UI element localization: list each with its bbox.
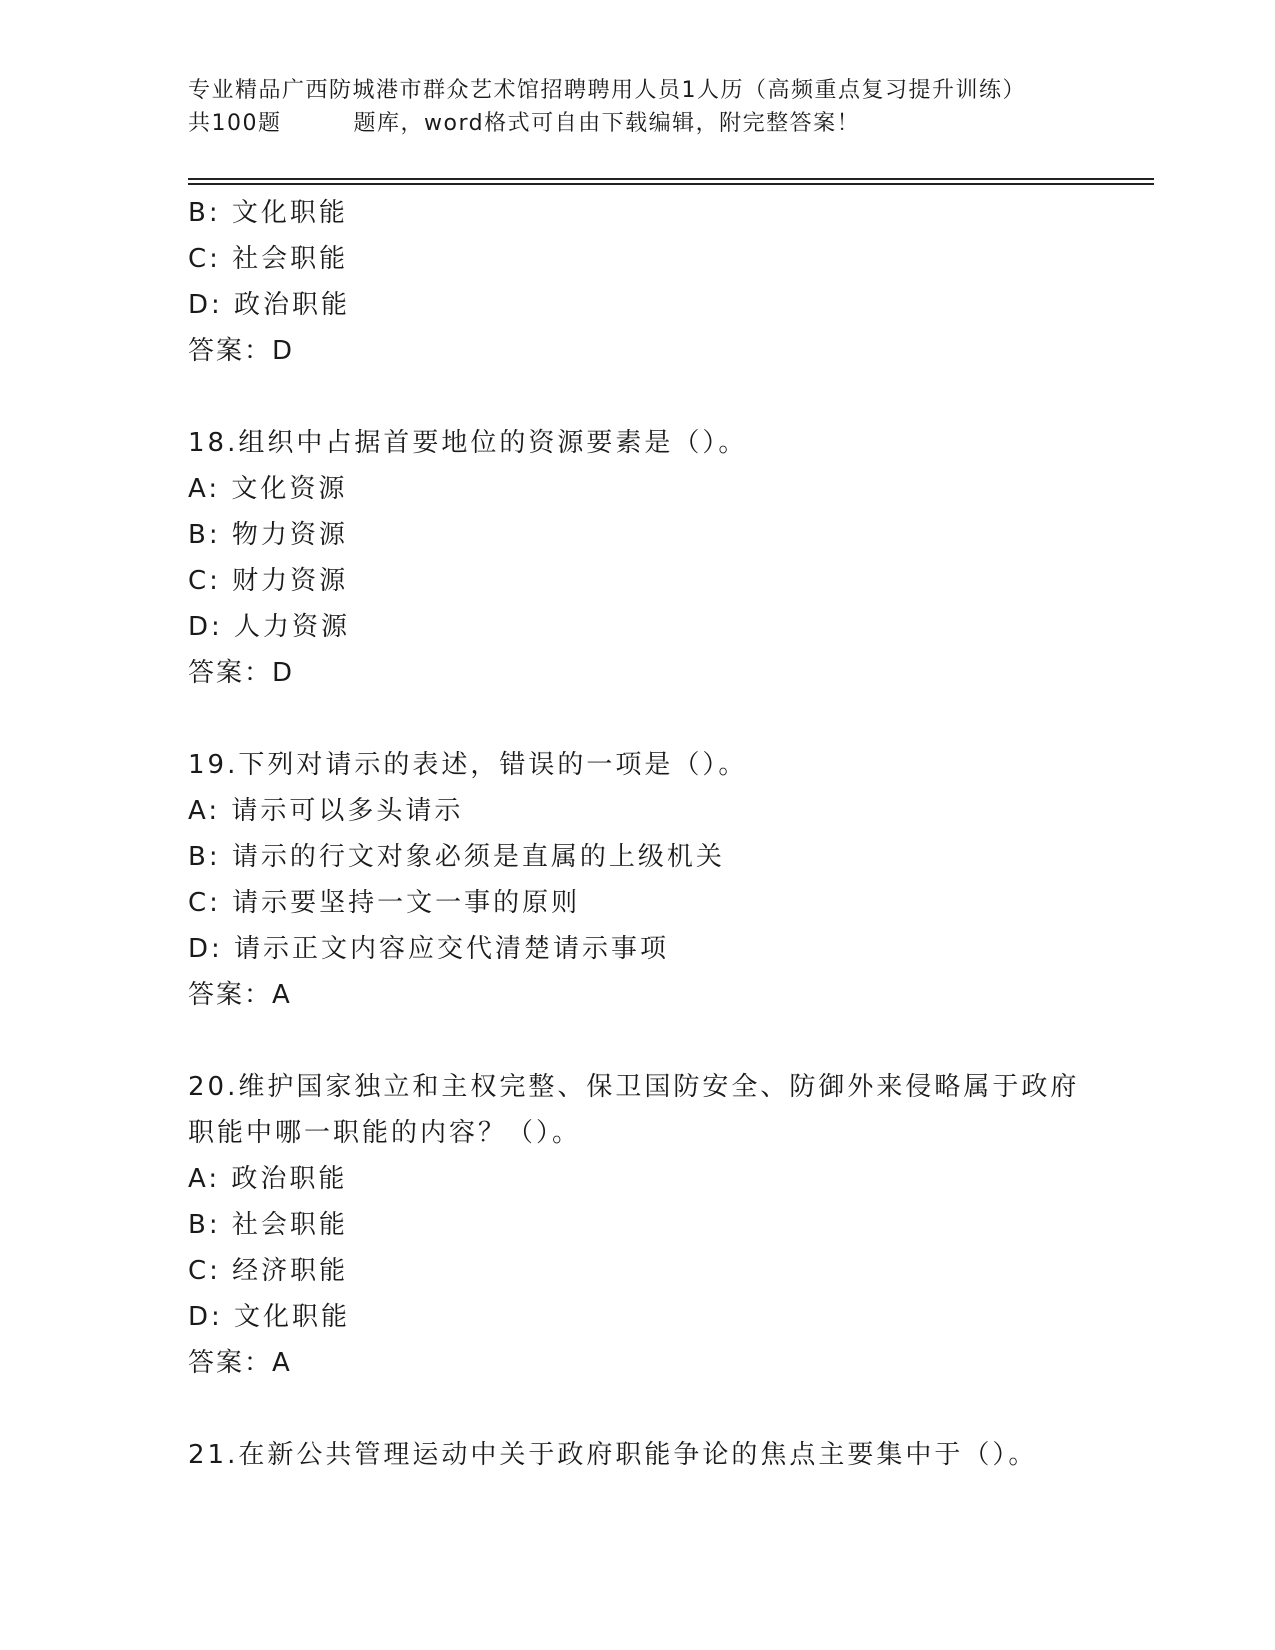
q19-option-d: D: 请示正文内容应交代清楚请示事项	[188, 934, 670, 964]
document-header	[188, 74, 1088, 140]
q20-stem-line1: 20.维护国家独立和主权完整、保卫国防安全、防御外来侵略属于政府	[188, 1072, 1080, 1102]
q18-stem: 18.组织中占据首要地位的资源要素是（）。	[188, 428, 748, 458]
q19-option-a: A: 请示可以多头请示	[188, 796, 464, 826]
q18-option-a: A: 文化资源	[188, 474, 348, 504]
q20-option-d: D: 文化职能	[188, 1302, 351, 1332]
header-description: 题库，word格式可自由下载编辑，附完整答案！	[353, 111, 861, 136]
header-divider-top	[188, 178, 1154, 180]
q17-option-d: D: 政治职能	[188, 290, 351, 320]
q17-option-b: B: 文化职能	[188, 198, 348, 228]
q18-answer: 答案：D	[188, 658, 295, 688]
question-content	[188, 190, 1088, 1478]
q19-answer: 答案：A	[188, 980, 292, 1010]
q20-stem-line2: 职能中哪一职能的内容？（）。	[188, 1118, 582, 1148]
q20-answer: 答案：A	[188, 1348, 292, 1378]
q19-option-c: C: 请示要坚持一文一事的原则	[188, 888, 581, 918]
q17-answer: 答案：D	[188, 336, 295, 366]
q20-option-a: A: 政治职能	[188, 1164, 348, 1194]
header-question-count: 共100题	[188, 111, 282, 136]
q18-option-c: C: 财力资源	[188, 566, 349, 596]
header-subtitle-line	[188, 107, 1088, 140]
q20-option-b: B: 社会职能	[188, 1210, 348, 1240]
q19-option-b: B: 请示的行文对象必须是直属的上级机关	[188, 842, 725, 872]
q19-stem: 19.下列对请示的表述，错误的一项是（）。	[188, 750, 748, 780]
q17-option-c: C: 社会职能	[188, 244, 349, 274]
q18-option-d: D: 人力资源	[188, 612, 351, 642]
q20-option-c: C: 经济职能	[188, 1256, 349, 1286]
q18-option-b: B: 物力资源	[188, 520, 348, 550]
header-divider-bottom	[188, 183, 1154, 185]
header-title-line: 专业精品广西防城港市群众艺术馆招聘聘用人员1人历（高频重点复习提升训练）	[188, 78, 1026, 103]
q21-stem: 21.在新公共管理运动中关于政府职能争论的焦点主要集中于（）。	[188, 1440, 1038, 1470]
